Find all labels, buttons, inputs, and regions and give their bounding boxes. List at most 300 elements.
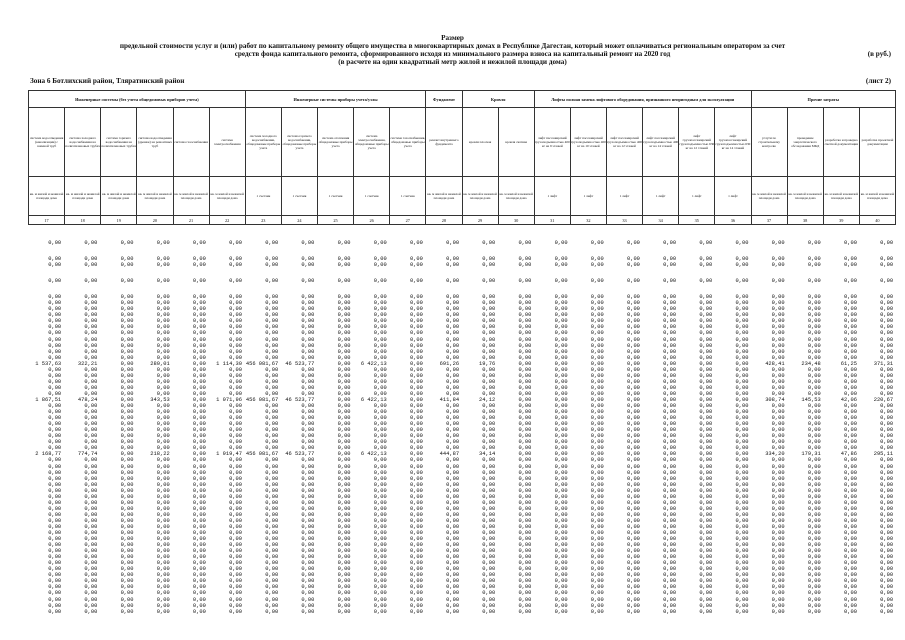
table-cell: 0,00 [518,481,532,488]
table-cell: 0,00 [120,530,134,537]
table-cell: 0,00 [735,596,749,603]
table-cell: 0,00 [844,306,857,313]
table-cell: 0,00 [192,360,206,367]
table-cell: 0,00 [590,300,604,307]
table-cell: 0,00 [48,256,62,263]
table-cell: 0,00 [518,396,532,403]
table-cell: 0,00 [301,530,315,537]
table-cell: 0,00 [880,354,894,361]
table-cell: 0,00 [771,354,785,361]
table-cell: 0,00 [301,542,315,549]
table-cell: 0,00 [518,596,532,603]
table-cell: 0,00 [409,548,423,555]
table-cell: 0,00 [337,517,351,524]
table-cell: 0,00 [735,300,749,307]
table-cell: 0,00 [373,354,387,361]
column-number: 39 [823,216,859,225]
table-cell: 0,00 [229,475,243,482]
table-cell: 0,00 [192,390,206,397]
column-number: 35 [679,216,715,225]
table-cell: 0,00 [735,378,749,385]
table-cell: 0,00 [590,348,604,355]
table-cell: 0,00 [482,278,496,285]
table-cell: 0,00 [590,433,604,440]
table-cell: 0,00 [735,256,749,263]
table-cell: 0,00 [409,590,423,597]
table-cell: 0,00 [518,354,532,361]
table-cell: 0,00 [156,499,170,506]
table-cell: 0,00 [446,469,460,476]
table-cell: 0,00 [84,415,98,422]
table-cell: 0,00 [699,554,713,561]
table-cell: 0,00 [807,324,821,331]
table-cell: 0,00 [48,523,62,530]
column-header: система холодного водоснабжения на полиэтиленовых трубах [65,108,101,177]
table-cell: 0,00 [518,457,532,464]
table-cell: 0,00 [518,278,532,285]
table-cell: 0,00 [771,445,785,452]
table-cell: 0,00 [229,505,243,512]
table-cell: 0,00 [446,240,460,246]
table-cell: 0,00 [84,457,98,464]
table-cell: 0,00 [518,445,532,452]
table-cell: 0,00 [626,378,640,385]
table-cell: 0,00 [229,390,243,397]
table-cell: 0,00 [626,318,640,325]
table-cell: 0,00 [663,342,677,349]
table-cell: 0,00 [807,530,821,537]
table-cell: 0,00 [265,378,279,385]
table-cell: 0,00 [192,427,206,434]
table-cell: 0,00 [409,433,423,440]
table-cell: 0,00 [626,566,640,573]
table-cell: 234,48 [801,360,821,367]
table-cell: 0,00 [735,324,749,331]
table-cell: 0,00 [554,505,568,512]
table-cell: 0,00 [590,469,604,476]
table-cell: 0,00 [626,572,640,579]
table-cell: 0,00 [337,457,351,464]
table-cell: 0,00 [156,433,170,440]
table-cell: 0,00 [844,590,857,597]
table-cell: 0,00 [482,517,496,524]
table-cell: 0,00 [735,572,749,579]
table-cell: 0,00 [482,330,496,337]
table-cell: 0,00 [771,439,785,446]
table-cell: 0,00 [84,294,98,301]
table-cell: 0,00 [626,457,640,464]
table-cell: 0,00 [229,256,243,263]
table-cell: 0,00 [880,306,894,313]
table-cell: 0,00 [409,602,423,609]
table-cell: 0,00 [229,312,243,319]
table-cell: 0,00 [265,256,279,263]
table-cell: 0,00 [590,366,604,373]
table-cell: 0,00 [626,262,640,269]
table-cell: 0,00 [229,372,243,379]
table-cell: 0,00 [663,511,677,518]
table-cell: 0,00 [229,330,243,337]
table-cell: 0,00 [373,427,387,434]
table-cell: 0,00 [771,318,785,325]
table-cell: 0,00 [771,463,785,470]
table-cell: 0,00 [771,409,785,416]
table-cell: 0,00 [192,602,206,609]
table-cell: 0,00 [880,548,894,555]
table-cell: 0,00 [699,409,713,416]
table-cell: 0,00 [48,487,62,494]
table-cell: 0,00 [446,554,460,561]
table-cell: 0,00 [120,306,134,313]
table-cell: 0,00 [880,602,894,609]
table-cell: 0,00 [663,451,677,458]
table-cell: 0,00 [409,505,423,512]
table-cell: 0,00 [301,481,315,488]
table-cell: 0,00 [120,354,134,361]
table-cell: 0,00 [265,240,279,246]
table-cell: 0,00 [554,572,568,579]
table-cell: 0,00 [663,536,677,543]
table-cell: 0,00 [663,499,677,506]
table-cell: 0,00 [554,493,568,500]
table-cell: 0,00 [373,469,387,476]
table-cell: 0,00 [735,584,749,591]
table-cell: 46 523,77 [285,451,315,458]
table-cell: 0,00 [663,366,677,373]
header-row-units [29,177,896,216]
table-cell: 0,00 [156,578,170,585]
table-cell: 0,00 [518,262,532,269]
table-cell: 0,00 [48,475,62,482]
table-cell: 0,00 [156,240,170,246]
table-cell: 0,00 [844,427,857,434]
table-cell: 0,00 [807,493,821,500]
table-cell: 0,00 [446,439,460,446]
table-cell: 0,00 [229,487,243,494]
table-cell: 0,00 [626,396,640,403]
table-cell: 0,00 [84,300,98,307]
table-cell: 0,00 [156,390,170,397]
table-cell: 0,00 [482,433,496,440]
table-cell: 0,00 [699,542,713,549]
table-cell: 0,00 [192,469,206,476]
table-cell: 0,00 [807,262,821,269]
table-cell: 0,00 [446,566,460,573]
table-cell: 0,00 [844,560,857,567]
table-cell: 0,00 [482,505,496,512]
table-cell: 0,00 [229,421,243,428]
table-cell: 0,00 [482,390,496,397]
table-cell: 0,00 [771,312,785,319]
table-cell: 0,00 [771,499,785,506]
table-cell: 0,00 [446,256,460,263]
table-cell: 0,00 [409,439,423,446]
table-cell: 0,00 [590,584,604,591]
table-cell: 0,00 [699,294,713,301]
table-cell: 0,00 [518,566,532,573]
table-cell: 0,00 [373,517,387,524]
table-cell: 0,00 [409,278,423,285]
table-cell: 0,00 [265,300,279,307]
table-cell: 0,00 [229,348,243,355]
table-cell: 0,00 [337,240,351,246]
table-cell: 0,00 [735,463,749,470]
column-group-header: Прочие затраты [751,91,896,108]
table-cell: 0,00 [663,469,677,476]
table-cell: 0,00 [590,517,604,524]
table-cell: 0,00 [265,348,279,355]
table-cell: 0,00 [373,602,387,609]
table-cell: 0,00 [265,608,279,615]
table-cell: 0,00 [265,560,279,567]
table-cell: 0,00 [844,523,857,530]
table-cell: 0,00 [880,487,894,494]
table-cell: 0,00 [663,505,677,512]
table-cell: 0,00 [844,378,857,385]
table-cell: 0,00 [192,475,206,482]
table-cell: 0,00 [156,378,170,385]
table-cell: 0,00 [373,578,387,585]
table-cell: 0,00 [880,439,894,446]
table-cell: 0,00 [735,240,749,246]
table-cell: 0,00 [663,487,677,494]
table-cell: 0,00 [880,336,894,343]
table-cell: 0,00 [735,336,749,343]
table-cell: 0,00 [554,542,568,549]
table-cell: 0,00 [771,240,785,246]
table-cell: 0,00 [807,517,821,524]
table-cell: 0,00 [446,390,460,397]
table-cell: 0,00 [699,511,713,518]
table-cell: 0,00 [265,294,279,301]
table-cell: 0,00 [192,318,206,325]
table-cell: 0,00 [880,366,894,373]
table-cell: 0,00 [373,511,387,518]
table-cell: 0,00 [265,596,279,603]
table-cell: 0,00 [482,487,496,494]
table-cell: 0,00 [120,300,134,307]
table-cell: 0,00 [84,469,98,476]
table-cell: 444,87 [439,451,460,458]
table-cell: 0,00 [771,384,785,391]
table-cell: 0,00 [265,475,279,482]
table-cell: 6 422,13 [360,451,387,458]
table-cell: 0,00 [626,542,640,549]
table-cell: 0,00 [373,505,387,512]
table-cell: 0,00 [156,475,170,482]
table-cell: 0,00 [807,511,821,518]
table-cell: 0,00 [844,463,857,470]
table-cell: 0,00 [373,262,387,269]
table-cell: 0,00 [518,360,532,367]
table-cell: 0,00 [663,560,677,567]
table-cell: 0,00 [192,523,206,530]
table-cell: 0,00 [554,306,568,313]
table-cell: 0,00 [482,354,496,361]
table-row [28,262,896,268]
doc-subtitle-line-3: (в расчете на один квадратный метр жилой и нежилой площади дома) [338,58,567,66]
table-cell: 0,00 [554,342,568,349]
table-cell: 0,00 [446,342,460,349]
table-cell: 0,00 [337,542,351,549]
table-cell: 0,00 [229,300,243,307]
table-cell: 0,00 [446,278,460,285]
table-cell: 0,00 [771,342,785,349]
table-cell: 0,00 [446,294,460,301]
table-cell: 0,00 [229,366,243,373]
table-cell: 0,00 [518,542,532,549]
table-cell: 0,00 [735,590,749,597]
table-cell: 0,00 [482,493,496,500]
table-cell: 0,00 [301,262,315,269]
table-cell: 0,00 [120,433,134,440]
table-cell: 0,00 [590,511,604,518]
table-cell: 0,00 [880,324,894,331]
table-cell: 0,00 [626,584,640,591]
table-cell: 0,00 [192,262,206,269]
table-cell: 0,00 [663,294,677,301]
table-cell: 0,00 [337,584,351,591]
table-cell: 0,00 [192,505,206,512]
table-cell: 0,00 [518,590,532,597]
table-cell: 0,00 [663,360,677,367]
table-cell: 0,00 [880,608,894,615]
table-cell: 0,00 [301,487,315,494]
table-cell: 0,00 [554,439,568,446]
table-cell: 0,00 [337,318,351,325]
table-cell: 0,00 [229,536,243,543]
table-cell: 0,00 [626,403,640,410]
table-cell: 0,00 [120,348,134,355]
table-cell: 0,00 [663,262,677,269]
table-cell: 0,00 [409,481,423,488]
table-cell: 0,00 [771,403,785,410]
table-cell: 0,00 [156,348,170,355]
table-cell: 0,00 [48,384,62,391]
column-number: 38 [787,216,823,225]
table-cell: 0,00 [373,584,387,591]
table-cell: 0,00 [663,348,677,355]
table-cell: 0,00 [844,433,857,440]
table-cell: 0,00 [699,427,713,434]
table-cell: 0,00 [807,523,821,530]
zone-label: Зона 6 Ботлихский район, Тляратинский район [30,77,185,85]
table-cell: 478,24 [77,396,98,403]
table-cell: 0,00 [844,294,857,301]
table-cell: 0,00 [735,554,749,561]
table-cell: 46 523,77 [285,360,315,367]
column-header: система газоснабжения, общедомовые приборы учета [390,108,426,177]
doc-title: Размер [441,34,464,42]
table-cell: 0,00 [663,523,677,530]
table-cell: 0,00 [373,530,387,537]
table-cell: 6 422,13 [360,360,387,367]
table-cell: 0,00 [735,372,749,379]
table-cell: 0,00 [156,517,170,524]
table-cell: 0,00 [301,240,315,246]
table-cell: 0,00 [735,390,749,397]
table-cell: 0,00 [880,572,894,579]
table-cell: 0,00 [446,530,460,537]
table-cell: 0,00 [84,517,98,524]
table-cell: 0,00 [373,240,387,246]
table-cell: 0,00 [84,560,98,567]
table-cell: 0,00 [229,306,243,313]
table-cell: 0,00 [409,342,423,349]
table-cell: 0,00 [156,481,170,488]
table-cell: 0,00 [84,590,98,597]
table-cell: 0,00 [807,306,821,313]
column-number: 19 [101,216,137,225]
table-cell: 0,00 [301,348,315,355]
table-cell: 0,00 [446,306,460,313]
table-cell: 0,00 [482,602,496,609]
table-cell: 0,00 [446,336,460,343]
table-cell: 0,00 [590,378,604,385]
table-cell: 0,00 [735,548,749,555]
table-cell: 0,00 [735,560,749,567]
table-cell: 0,00 [373,463,387,470]
table-cell: 0,00 [844,493,857,500]
table-cell: 0,00 [229,511,243,518]
table-cell: 0,00 [265,487,279,494]
table-cell: 0,00 [880,523,894,530]
table-cell: 0,00 [554,517,568,524]
table-cell: 0,00 [807,433,821,440]
header-row-column-numbers [29,216,896,225]
table-cell: 0,00 [554,523,568,530]
table-cell: 0,00 [482,240,496,246]
table-cell: 0,00 [409,421,423,428]
table-cell: 0,00 [663,481,677,488]
table-cell: 0,00 [807,566,821,573]
table-cell: 0,00 [48,366,62,373]
table-cell: 0,00 [880,256,894,263]
table-cell: 0,00 [663,318,677,325]
table-cell: 0,00 [156,336,170,343]
table-cell: 0,00 [807,409,821,416]
table-cell: 0,00 [156,354,170,361]
table-cell: 0,00 [844,421,857,428]
table-cell: 0,00 [229,590,243,597]
table-cell: 0,00 [663,278,677,285]
table-cell: 0,00 [626,445,640,452]
table-cell: 0,00 [265,384,279,391]
table-cell: 0,00 [120,240,134,246]
table-cell: 0,00 [771,487,785,494]
table-cell: 0,00 [301,511,315,518]
table-cell: 0,00 [120,584,134,591]
table-cell: 0,00 [446,584,460,591]
table-cell: 0,00 [626,278,640,285]
table-cell: 0,00 [84,409,98,416]
table-cell: 0,00 [301,427,315,434]
table-cell: 0,00 [373,336,387,343]
table-cell: 0,00 [84,511,98,518]
price-table-body [28,240,896,615]
table-cell: 0,00 [301,566,315,573]
table-cell: 0,00 [663,336,677,343]
table-cell: 0,00 [192,372,206,379]
table-cell: 0,00 [482,481,496,488]
table-cell: 0,00 [699,278,713,285]
table-cell: 0,00 [373,481,387,488]
unit-header: 1 счетчик [354,177,390,216]
table-cell: 0,00 [482,336,496,343]
table-cell: 0,00 [626,578,640,585]
table-cell: 0,00 [699,602,713,609]
column-header: система водоотведения (дренаж) на ремонтных труб [137,108,173,177]
